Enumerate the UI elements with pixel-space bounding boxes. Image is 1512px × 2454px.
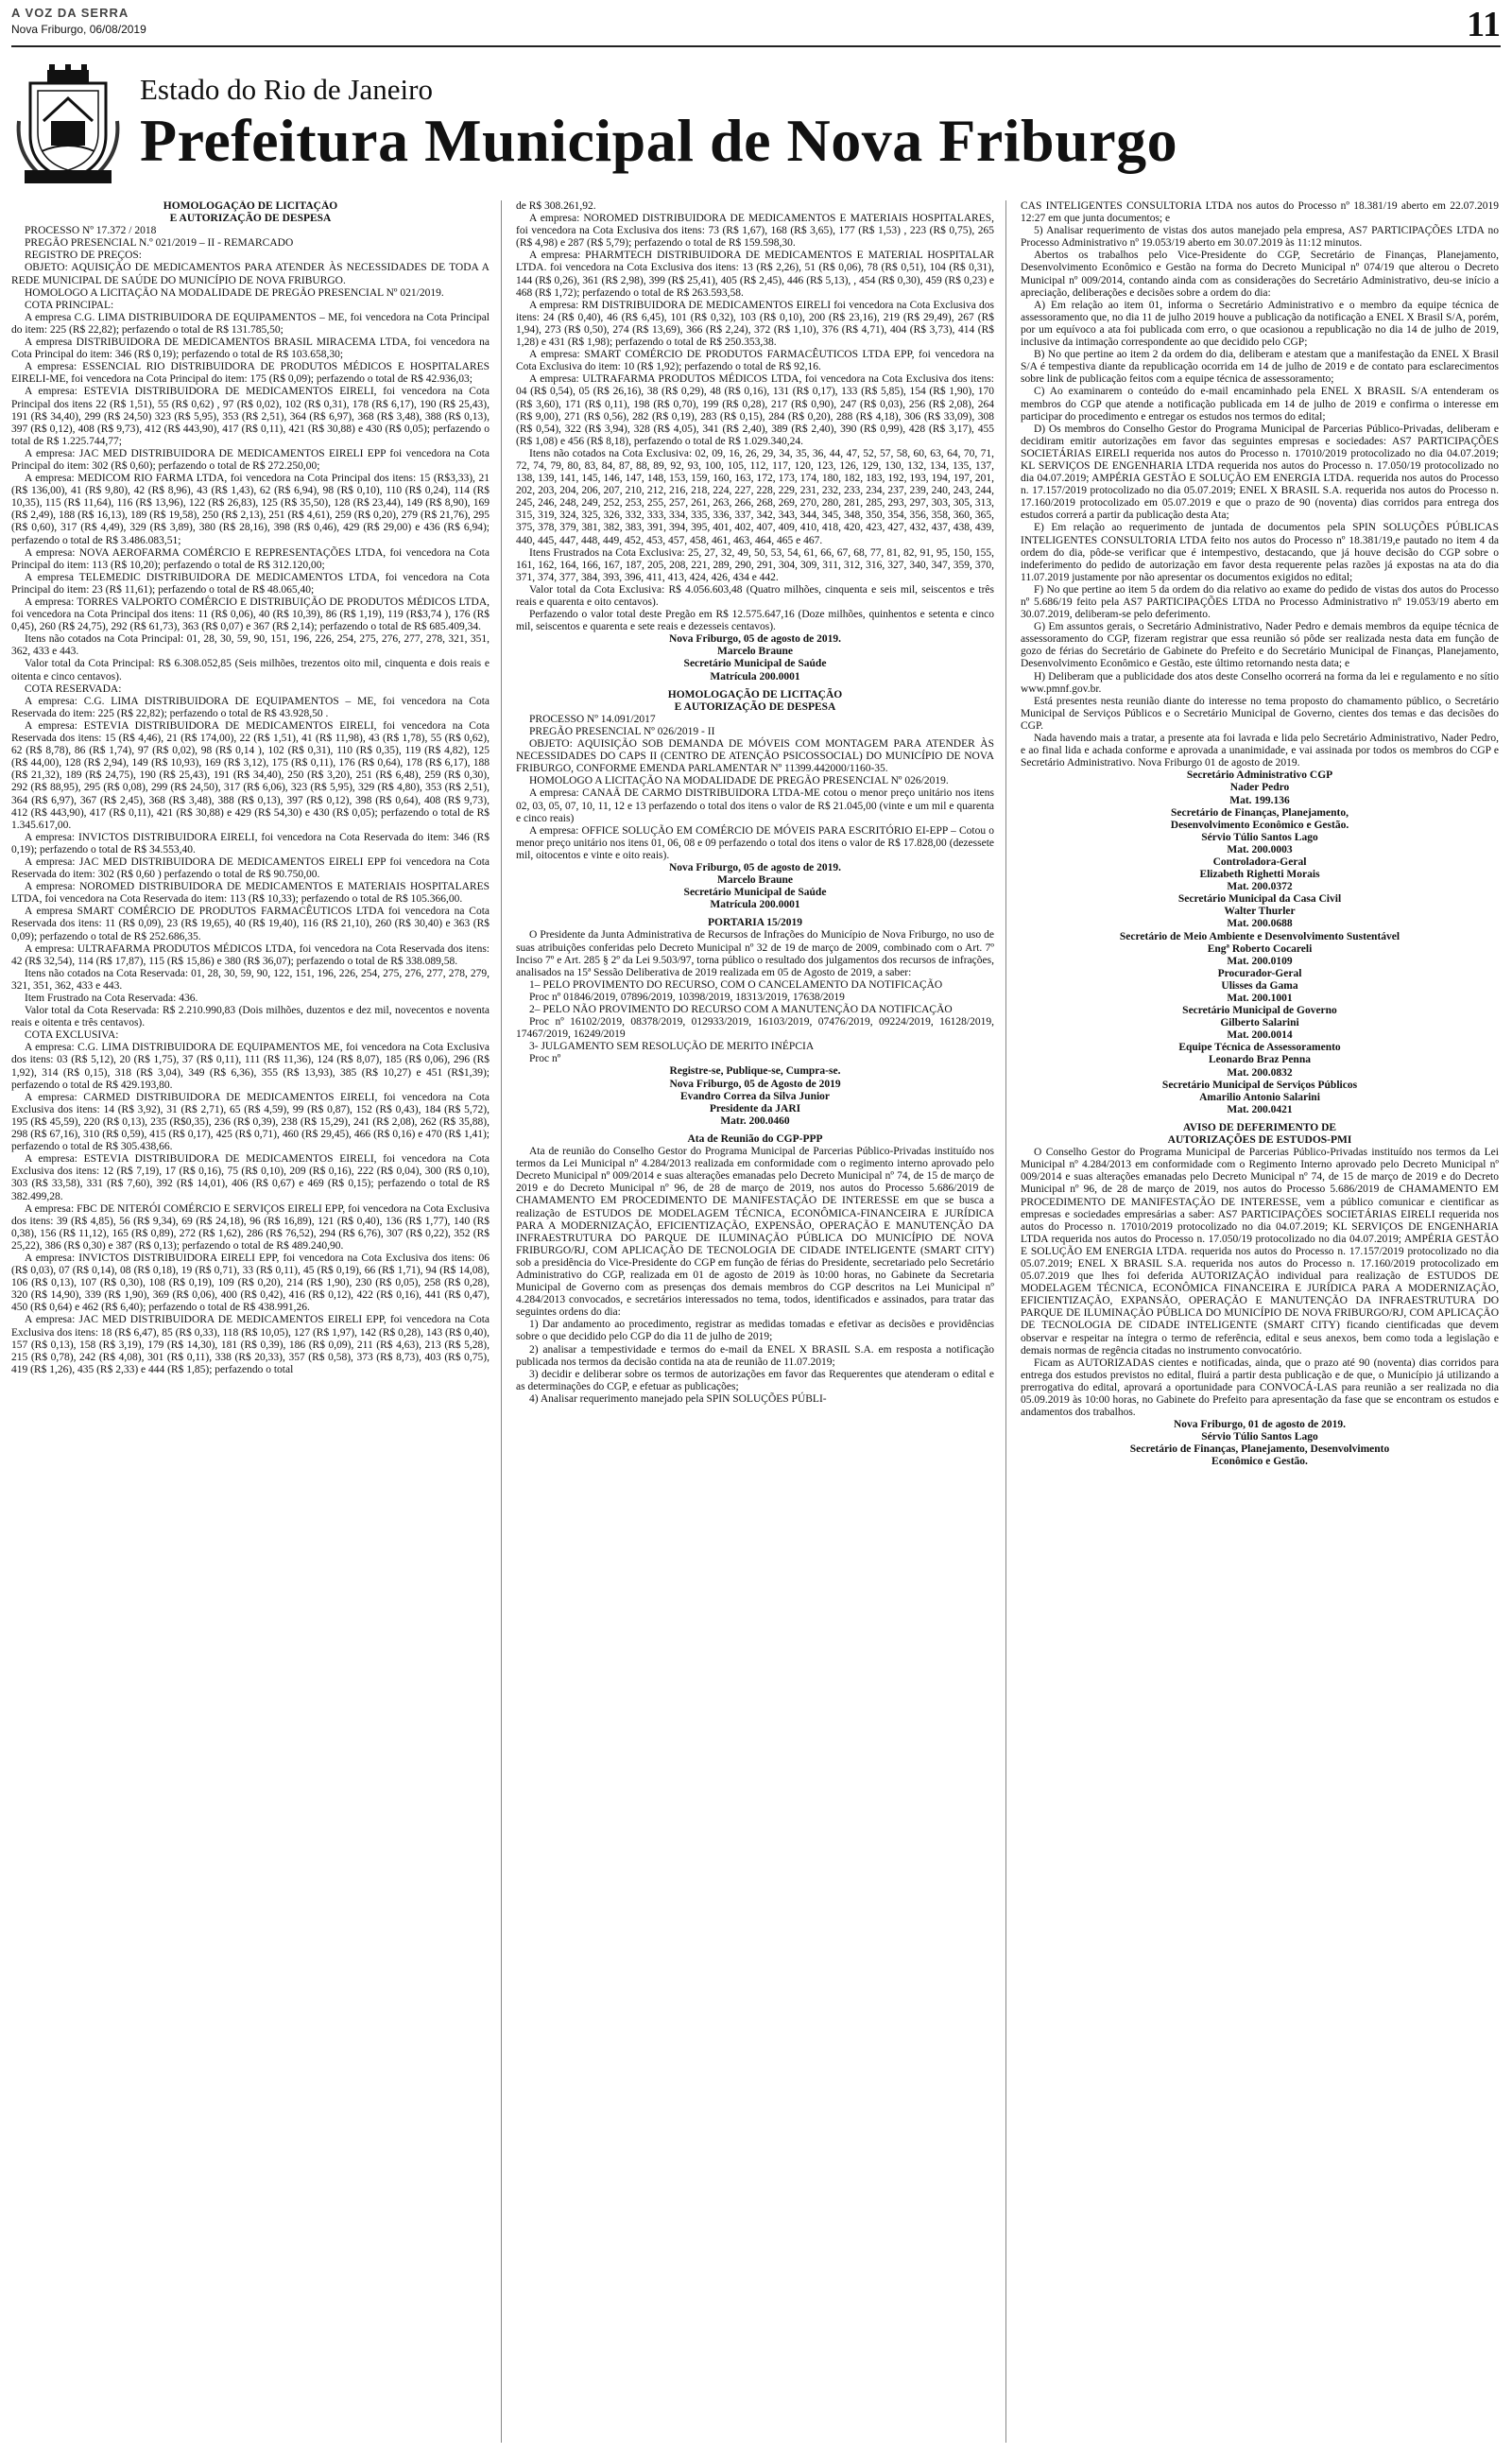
paragraph: PREGÃO PRESENCIAL Nº 026/2019 - II (529, 725, 715, 737)
paragraph: 2) analisar a tempestividade e termos do e-mail da ENEL X BRASIL S.A. em resposta a notificação publicada nos termos da decisão contida na ata de reunião de 11.07.2019; (516, 1343, 994, 1368)
prefecture-title: Prefeitura Municipal de Nova Friburgo (140, 107, 1178, 174)
paragraph: Abertos os trabalhos pelo Vice-Presidente do CGP, Secretário de Finanças, Planejamento, Desenvolvimento Econômico e Gestão na forma do Decreto Municipal nº 074/19 que alterou o Decreto Municipal nº 009/2014, contando ainda com as considerações do Secretário Administrativo, deu-se início a apreciação, deliberações e decisões sobre a ordem do dia: (1021, 250, 1499, 299)
paragraph: Itens não cotados na Cota Principal: 01, 28, 30, 59, 90, 151, 196, 226, 254, 275, 276, 277, 278, 321, 351, 362, 433 e 443. (11, 633, 490, 658)
signature-role: Presidente da JARI (709, 1102, 801, 1115)
column-1 (11, 200, 490, 2443)
edition-date: Nova Friburgo, 06/08/2019 (11, 23, 146, 36)
paragraph: A empresa: FBC DE NITERÓI COMÉRCIO E SERVIÇOS EIRELI EPP, foi vencedora na Cota Exclusiva dos itens: 39 (R$ 4,85), 56 (R$ 9,34), 69 (R$ 24,18), 96 (R$ 16,89), 121 (R$ 0,40), 136 (R$ 1,77), 140 (R$ 0,38), 156 (R$ 11,12), 165 (R$ 0,89), 272 (R$ 1,62), 286 (R$ 76,52), 294 (R$ 6,76), 307 (R$ 0,22), 352 (R$ 25,22), 386 (R$ 0,30) e 387 (R$ 0,13); perfazendo o total de R$ 489.240,90. (11, 1202, 490, 1252)
paragraph: A empresa: JAC MED DISTRIBUIDORA DE MEDICAMENTOS EIRELI EPP foi vencedora na Cota Reservada do item: 302 (R$ 0,60 ) perfazendo o total de R$ 90.750,00. (11, 855, 490, 881)
signature-name: Evandro Correa da Silva Junior (679, 1090, 831, 1102)
signature-line: Engª Roberto Cocareli (1207, 942, 1313, 955)
signature-line: Secretário de Finanças, Planejamento, (1171, 806, 1349, 819)
column-2 (516, 200, 994, 2443)
paragraph: 3- JULGAMENTO SEM RESOLUÇÃO DE MERITO INÉPCIA (529, 1041, 815, 1053)
page-number: 11 (1467, 5, 1501, 44)
signature-role: Secretário Municipal de Saúde (683, 887, 827, 899)
paragraph: O Conselho Gestor do Programa Municipal de Parcerias Público-Privadas instituído nos termos da Lei Municipal nº 4.284/2013 em conformidade com o Regimento Interno aprovado pelo Decreto Municipal nº 009/2014 e suas alterações emanadas pelo Decreto Municipal nº 74, de 15 de março de 2019 e do Decreto Municipal nº 96, de 28 de março de 2019, nos autos do Processo 5.686/2019 de CHAMAMENTO EM PROCEDIMENTO DE MANIFESTAÇÃO DE INTERESSE, vem a público comunicar e cientificar as empresas e sociedades empresárias a saber: AS7 PARTICIPAÇÕES SOCIETÁRIAS EIRELI requerida nos autos do Processo n. 17010/2019 protocolizado no dia 04.07.2019; KL SERVIÇOS DE ENGENHARIA LTDA requerida nos autos do Processo n. 17.050/19 protocolizado no dia 04.07.2019; AMPÉRIA GESTÃO E SOLUÇÃO EM ENERGIA LTDA. requerida nos autos do Processo n. 17.157/2019 protocolizado no dia 05.07.2019; ENEL X BRASIL S.A. requerida nos autos do Processo n. 17.160/2019 protocolizado em 05.07.2019 que lhes foi deferida AUTORIZAÇÃO individual para realização de ESTUDOS DE MODELAGEM TÉCNICA, ECONÔMICA FINANCEIRA E JURÍDICA PARA A MODERNIZAÇÃO, EFICIENTIZAÇÃO, EXPANSÃO, OPERAÇÃO E MANUTENÇÃO DA INFRAESTRUTURA DO PARQUE DE ILUMINAÇÃO PÚBLICA DO MUNICÍPIO DE NOVA FRIBURGO/RJ, COM APLICAÇÃO DE TECNOLOGIA DE CIDADE INTELIGENTE (SMART CITY) ficando cientificadas que devem observar e respeitar na íntegra o termo de referência, edital e seus anexos, bem como toda a legislação e demais normas de regência citadas no instrumento convocatório. (1021, 1147, 1499, 1357)
paragraph: Proc nº (529, 1053, 561, 1065)
signature-line: Sérvio Túlio Santos Lago (1201, 831, 1318, 843)
paragraph: A empresa: PHARMTECH DISTRIBUIDORA DE MEDICAMENTOS E MATERIAL HOSPITALAR LTDA. foi vencedora na Cota Exclusiva dos itens: 13 (R$ 2,26), 51 (R$ 0,06), 78 (R$ 0,51), 104 (R$ 0,31), 144 (R$ 0,26), 361 (R$ 2,98), 399 (R$ 25,41), 405 (R$ 2,45), 446 (R$ 5,13), , 454 (R$ 0,30), 459 (R$ 0,23) e 468 (R$ 1,72); perfazendo o total de R$ 263.593,58. (516, 250, 994, 299)
paragraph: CAS INTELIGENTES CONSULTORIA LTDA nos autos do Processo nº 18.381/19 aberto em 22.07.2019 12:27 em que junta documentos; e (1021, 200, 1499, 225)
signature-line: Mat. 200.0372 (1227, 881, 1293, 893)
signature-line: Elizabeth Righetti Morais (1199, 869, 1320, 881)
paragraph: OBJETO: AQUISIÇÃO DE MEDICAMENTOS PARA ATENDER ÀS NECESSIDADES DE TODA A REDE MUNICIPAL DE SAÚDE DO MUNICÍPIO DE NOVA FRIBURGO. (11, 262, 490, 286)
section-title: Ata de Reunião do CGP-PPP (687, 1132, 823, 1145)
paragraph: 2– PELO NÃO PROVIMENTO DO RECURSO COM A MANUTENÇÃO DA NOTIFICAÇÃO (529, 1004, 953, 1015)
paragraph: Proc nº 16102/2019, 08378/2019, 012933/2019, 16103/2019, 07476/2019, 09224/2019, 16128/2019, 17467/2019, 16249/2019 (516, 1016, 994, 1041)
section-title: E AUTORIZAÇÃO DE DESPESA (674, 700, 836, 713)
paragraph: C) Ao examinarem o conteúdo do e-mail encaminhado pela ENEL X BRASIL S/A entenderam os membros do CGP que atende a notificação publicada em 14 de julho de 2019 e confirma o interesse em participar do procedimento e entregar os estudos nos termos do edital; (1021, 386, 1499, 423)
section-title: AVISO DE DEFERIMENTO DE (1182, 1121, 1337, 1133)
signature-registration: Matr. 200.0460 (720, 1115, 790, 1127)
signature-date: Nova Friburgo, 05 de agosto de 2019. (668, 633, 842, 646)
paragraph: A empresa: ESTEVIA DISTRIBUIDORA DE MEDICAMENTOS EIRELI, foi vencedora na Cota Exclusiva dos itens: 12 (R$ 7,19), 17 (R$ 0,16), 75 (R$ 0,10), 209 (R$ 0,16), 222 (R$ 0,04), 300 (R$ 0,10), 303 (R$ 33,58), 331 (R$ 7,60), 392 (R$ 14,01), 406 (R$ 0,67) e 469 (R$ 0,15); perfazendo o total de R$ 382.499,28. (11, 1153, 490, 1202)
page-header (11, 6, 1501, 47)
section-title: E AUTORIZAÇÃO DE DESPESA (169, 213, 332, 225)
paragraph: Itens não cotados na Cota Reservada: 01, 28, 30, 59, 90, 122, 151, 196, 226, 254, 275, 276, 277, 278, 279, 321, 351, 362, 433 e 443. (11, 967, 490, 992)
signature-line: Mat. 200.0109 (1227, 955, 1293, 967)
signature-line: Mat. 200.0014 (1227, 1029, 1293, 1042)
paragraph: A empresa: ESTEVIA DISTRIBUIDORA DE MEDICAMENTOS EIRELI, foi vencedora na Cota Principal dos itens 22 (R$ 1,51), 55 (R$ 0,62) , 97 (R$ 0,02), 102 (R$ 0,31), 178 (R$ 6,17), 190 (R$ 25,43), 191 (R$ 34,40), 299 (R$ 24,50) 323 (R$ 5,95), 353 (R$ 2,51), 364 (R$ 6,97), 368 (R$ 3,48), 388 (R$ 0,13), 397 (R$ 0,12), 408 (R$ 9,73), 412 (R$ 443,90), 417 (R$ 0,11), 421 (R$ 30,88) e 430 (R$ 0,05); perfazendo o total de R$ 1.225.744,77; (11, 386, 490, 447)
paragraph: A empresa: NOVA AEROFARMA COMÉRCIO E REPRESENTAÇÕES LTDA, foi vencedora na Cota Principal do item: 113 (R$ 10,20); perfazendo o total de R$ 312.120,00; (11, 546, 490, 571)
signature-line: Equipe Técnica de Assessoramento (1178, 1042, 1341, 1054)
column-3 (1021, 200, 1499, 2443)
paragraph: Nada havendo mais a tratar, a presente ata foi lavrada e lida pelo Secretário Administrativo, Nader Pedro, e ao final lida e achada conforme e aprovada a unanimidade, e vai assinada por todos os membros do CGP e Secretário Administrativo. Nova Friburgo 01 de agosto de 2019. (1021, 733, 1499, 769)
paragraph: A empresa: NOROMED DISTRIBUIDORA DE MEDICAMENTOS E MATERIAIS HOSPITALARES, foi vencedora na Cota Exclusiva dos itens: 73 (R$ 1,67), 168 (R$ 3,65), 177 (R$ 1,53) , 223 (R$ 0,75), 265 (R$ 4,98) e 287 (R$ 5,79); perfazendo o total de R$ 159.598,30. (516, 213, 994, 250)
city-crest-icon (11, 64, 125, 187)
signature-line: Desenvolvimento Econômico e Gestão. (1170, 819, 1349, 831)
paragraph: A empresa SMART COMÉRCIO DE PRODUTOS FARMACÊUTICOS LTDA foi vencedora na Cota Reservada dos itens: 11 (R$ 0,09), 23 (R$ 19,65), 40 (R$ 19,40), 116 (R$ 21,10), 260 (R$ 30,40) e 363 (R$ 0,09); perfazendo o total de R$ 252.686,35. (11, 906, 490, 942)
column-divider (1005, 200, 1006, 2443)
paragraph: HOMOLOGO A LICITAÇÃO NA MODALIDADE DE PREGÃO PRESENCIAL Nº 026/2019. (529, 775, 949, 787)
paragraph: A empresa: MEDICOM RIO FARMA LTDA, foi vencedora na Cota Principal dos itens: 15 (R$3,33), 21 (R$ 136,00), 41 (R$ 9,80), 42 (R$ 8,96), 43 (R$ 1,43), 62 (R$ 6,94), 98 (R$ 0,10), 110 (R$ 0,24), 114 (R$ 10,35), 115 (R$ 11,64), 116 (R$ 13,96), 122 (R$ 26,83), 125 (R$ 35,50), 128 (R$ 23,44), 149 (R$ 8,90), 169 (R$ 2,49), 188 (R$ 16,13), 189 (R$ 19,58), 250 (R$ 2,13), 251 (R$ 4,61), 259 (R$ 0,20), 279 (R$ 21,76), 295 (R$ 0,60), 317 (R$ 4,49), 329 (R$ 3,89), 380 (R$ 28,16), 398 (R$ 0,46), 429 (R$ 29,00) e 436 (R$ 6,94); perfazendo o total de R$ 3.486.083,51; (11, 473, 490, 546)
paragraph: Valor total da Cota Principal: R$ 6.308.052,85 (Seis milhões, trezentos oito mil, cinquenta e dois reais e oitenta e cinco centavos). (11, 658, 490, 683)
paragraph: Itens Frustrados na Cota Exclusiva: 25, 27, 32, 49, 50, 53, 54, 61, 66, 67, 68, 77, 81, 82, 91, 95, 150, 155, 161, 162, 164, 166, 167, 187, 205, 208, 221, 289, 290, 291, 304, 309, 311, 312, 316, 327, 340, 347, 359, 370, 371, 374, 377, 384, 393, 396, 411, 413, 424, 426, 434 e 442. (516, 546, 994, 583)
paragraph: 4) Analisar requerimento manejado pela SPIN SOLUÇÕES PÚBLI- (529, 1392, 827, 1405)
paragraph: 5) Analisar requerimento de vistas dos autos manejado pela empresa, AS7 PARTICIPAÇÕES LTDA no Processo Administrativo nº 19.053/19 aberto em 30.07.2019 às 11:12 minutos. (1021, 225, 1499, 250)
signature-line: Secretário Municipal de Serviços Públicos (1161, 1079, 1358, 1091)
paragraph: 1) Dar andamento ao procedimento, registrar as medidas tomadas e efetivar as decisões e providências sobre o que decidido pelo CGP do dia 11 de julho de 2019; (516, 1319, 994, 1343)
paragraph: 1– PELO PROVIMENTO DO RECURSO, COM O CANCELAMENTO DA NOTIFICAÇÃO (529, 978, 943, 991)
paragraph: A empresa: RM DISTRIBUIDORA DE MEDICAMENTOS EIRELI foi vencedora na Cota Exclusiva dos itens: 24 (R$ 0,40), 46 (R$ 6,45), 101 (R$ 0,32), 103 (R$ 0,10), 200 (R$ 23,16), 219 (R$ 29,49), 267 (R$ 1,94), 273 (R$ 0,50), 274 (R$ 13,69), 366 (R$ 2,24), 372 (R$ 1,10), 376 (R$ 4,71), 404 (R$ 3,73), 414 (R$ 1,28) e 431 (R$ 1,98); perfazendo o total de R$ 250.353,38. (516, 299, 994, 349)
paragraph: Itens não cotados na Cota Exclusiva: 02, 09, 16, 26, 29, 34, 35, 36, 44, 47, 52, 57, 58, 60, 63, 64, 70, 71, 72, 74, 79, 80, 83, 84, 87, 88, 89, 92, 93, 100, 105, 112, 117, 120, 123, 126, 129, 130, 132, 134, 135, 137, 138, 139, 141, 145, 146, 147, 148, 153, 159, 160, 163, 172, 173, 174, 180, 182, 183, 192, 193, 194, 197, 201, 202, 203, 204, 206, 207, 210, 212, 216, 218, 224, 227, 228, 229, 231, 232, 233, 234, 237, 239, 240, 243, 244, 245, 246, 248, 249, 252, 253, 255, 257, 261, 263, 266, 268, 269, 270, 280, 281, 285, 293, 297, 303, 305, 313, 315, 319, 324, 325, 326, 332, 333, 334, 335, 336, 337, 342, 343, 344, 345, 348, 350, 354, 356, 358, 360, 365, 375, 378, 379, 381, 382, 383, 391, 394, 395, 401, 402, 407, 409, 410, 418, 420, 423, 427, 432, 437, 438, 439, 440, 445, 447, 448, 449, 452, 453, 457, 458, 461, 463, 464, 465 e 467. (516, 447, 994, 546)
section-title: AUTORIZAÇÕES DE ESTUDOS-PMI (1167, 1134, 1352, 1147)
paragraph: de R$ 308.261,92. (516, 200, 596, 212)
paragraph: A empresa TELEMEDIC DISTRIBUIDORA DE MEDICAMENTOS LTDA, foi vencedora na Cota Principal do item: 23 (R$ 11,61); perfazendo o total de R$ 48.065,40; (11, 571, 490, 596)
paragraph: A empresa: ESTEVIA DISTRIBUIDORA DE MEDICAMENTOS EIRELI, foi vencedora na Cota Reservada dos itens: 15 (R$ 4,46), 21 (R$ 174,00), 22 (R$ 1,51), 41 (R$ 11,98), 43 (R$ 1,78), 55 (R$ 0,62), 62 (R$ 8,78), 86 (R$ 1,74), 97 (R$ 0,02), 98 (R$ 0,14 ), 102 (R$ 0,31), 110 (R$ 0,35), 119 (R$ 4,82), 125 (R$ 44,00), 128 (R$ 2,94), 149 (R$ 10,93), 169 (R$ 3,12), 175 (R$ 0,11), 176 (R$ 0,64), 178 (R$ 6,17), 188 (R$ 21,32), 189 (R$ 24,75), 190 (R$ 25,43), 191 (R$ 34,40), 250 (R$ 3,20), 251 (R$ 6,48), 259 (R$ 0,30), 292 (R$ 88,95), 295 (R$ 0,08), 299 (R$ 24,50), 317 (R$ 6,06), 323 (R$ 5,95), 329 (R$ 4,80), 353 (R$ 2,51), 364 (R$ 6,97), 367 (R$ 2,45), 368 (R$ 3,48), 388 (R$ 0,13), 397 (R$ 0,12), 398 (R$ 0,64), 408 (R$ 9,73), 412 (R$ 443,90), 417 (R$ 0,11), 421 (R$ 30,88) e 429 (R$ 54,30) e 430 (R$ 0,05); perfazendo o total de R$ 1.345.617,00. (11, 719, 490, 831)
paragraph: F) No que pertine ao item 5 da ordem do dia relativo ao exame do pedido de vistas dos autos do Processo nº 5.686/19 feito pela AS7 PARTICIPAÇÕES LTDA no Processo Administrativo nº 19.053/19 aberto em 30.07.2019, deliberam-se pelo deferimento. (1021, 583, 1499, 621)
signature-name: Sérvio Túlio Santos Lago (1201, 1431, 1318, 1443)
paragraph: Ficam as AUTORIZADAS cientes e notificadas, ainda, que o prazo até 90 (noventa) dias corridos para entrega dos estudos previstos no edital, fluirá a partir desta publicação e de que, o Município já utilizando a prerrogativa do edital, aprovará a oportunidade para CONVOCÁ-LAS para reunião a ser realizada no dia 05.09.2019 às 10:00 horas, no Gabinete do Prefeito para apresentação da fase que se encontram os estudos e andamentos dos trabalhos. (1021, 1357, 1499, 1419)
paragraph: PREGÃO PRESENCIAL N.º 021/2019 – II - REMARCADO (25, 237, 294, 250)
paragraph: D) Os membros do Conselho Gestor do Programa Municipal de Parcerias Público-Privadas, deliberam e decidiram emitir autorizações em favor das seguintes empresas e sociedades: AS7 PARTICIPAÇÕES SOCIETÁRIAS EIRELI requerida nos autos do Processo n. 17010/2019 protocolizado no dia 04.07.2019; KL SERVIÇOS DE ENGENHARIA LTDA requerida nos autos do Processo n. 17.050/19 protocolizado no dia 04.07.2019; AMPÉRIA GESTÃO E SOLUÇÃO EM ENERGIA LTDA. requerida nos autos do Processo n. 17.157/2019 protocolizado no dia 05.07.2019; ENEL X BRASIL S.A. requerida nos autos do Processo n. 17.160/2019 protocolizado em 05.07.2019 e que o prazo de 90 (noventa) dias corridos para entrega dos estudos correrá a partir da publicação desta Ata; (1021, 423, 1499, 522)
signature-line: Secretário Municipal da Casa Civil (1177, 893, 1342, 906)
signature-line: Mat. 200.0688 (1227, 918, 1293, 930)
paragraph: Perfazendo o valor total deste Pregão em R$ 12.575.647,16 (Doze milhões, quinhentos e setenta e cinco mil, seiscentos e quarenta e sete reais e dezesseis centavos). (516, 609, 994, 633)
paragraph: Está presentes nesta reunião diante do interesse no tema proposto do chamamento público, o Secretário Municipal de Serviços Públicos e o Secretário Municipal de Governo, cientes dos temas e das decisões do CGP. (1021, 695, 1499, 732)
paragraph: A empresa: INVICTOS DISTRIBUIDORA EIRELI, foi vencedora na Cota Reservada do item: 346 (R$ 0,19); perfazendo o total de R$ 34.553,40. (11, 831, 490, 855)
masthead (140, 74, 1177, 172)
paragraph: PROCESSO Nº 17.372 / 2018 (25, 225, 157, 237)
paragraph: HOMOLOGO A LICITAÇÃO NA MODALIDADE DE PREGÃO PRESENCIAL Nº 021/2019. (25, 286, 444, 299)
column-divider (501, 200, 502, 2443)
paragraph: A empresa: JAC MED DISTRIBUIDORA DE MEDICAMENTOS EIRELI EPP, foi vencedora na Cota Exclusiva dos itens: 18 (R$ 6,47), 85 (R$ 0,33), 118 (R$ 10,05), 127 (R$ 1,97), 142 (R$ 0,28), 143 (R$ 0,40), 157 (R$ 0,13), 158 (R$ 3,19), 179 (R$ 14,30), 181 (R$ 0,39), 186 (R$ 0,09), 211 (R$ 4,63), 213 (R$ 5,28), 215 (R$ 0,78), 242 (R$ 4,08), 301 (R$ 0,11), 338 (R$ 20,33), 357 (R$ 0,58), 373 (R$ 8,73), 403 (R$ 0,75), 419 (R$ 1,26), 435 (R$ 2,33) e 444 (R$ 1,85); perfazendo o total (11, 1314, 490, 1375)
signature-line: Gilberto Salarini (1220, 1017, 1299, 1029)
paragraph: COTA PRINCIPAL: (25, 299, 114, 311)
paragraph: A empresa: C.G. LIMA DISTRIBUIDORA DE EQUIPAMENTOS ME, foi vencedora na Cota Exclusiva dos itens: 03 (R$ 5,12), 20 (R$ 1,75), 37 (R$ 0,11), 111 (R$ 11,36), 124 (R$ 8,07), 185 (R$ 0,06), 296 (R$ 1,92), 314 (R$ 0,15), 318 (R$ 3,04), 349 (R$ 6,36), 355 (R$ 13,93), 385 (R$ 10,27) e 451 (R$1,39); perfazendo o total de R$ 429.193,80. (11, 1042, 490, 1091)
paragraph: A empresa: C.G. LIMA DISTRIBUIDORA DE EQUIPAMENTOS – ME, foi vencedora na Cota Reservada do item: 225 (R$ 22,82); perfazendo o total de R$ 43.928,50 . (11, 695, 490, 719)
paragraph: A empresa DISTRIBUIDORA DE MEDICAMENTOS BRASIL MIRACEMA LTDA, foi vencedora na Cota Principal do item: 346 (R$ 0,19); perfazendo o total de R$ 103.658,30; (11, 337, 490, 361)
signature-line: Walter Thurler (1224, 906, 1296, 918)
signature-name: Marcelo Braune (717, 646, 793, 658)
signature-date: Nova Friburgo, 05 de agosto de 2019. (668, 861, 842, 873)
signature-role: Secretário Municipal de Saúde (683, 658, 827, 670)
signature-line: Mat. 200.0003 (1227, 843, 1293, 855)
signature-date: Nova Friburgo, 05 de Agosto de 2019 (669, 1078, 841, 1090)
state-name: Estado do Rio de Janeiro (140, 73, 433, 106)
signature-line: Controladora-Geral (1212, 855, 1307, 868)
paragraph: E) Em relação ao requerimento de juntada de documentos pela SPIN SOLUÇÕES PÚBLICAS INTELIGENTES CONSULTORIA LTDA feito nos autos do Processo nº 18.381/19,e pautado no item 4 da ordem do dia, pôde-se verificar que é intempestivo, destacando, que já houve decisão do CGP sobre o indeferimento do pedido de autorização em favor desta requerente pelas razões já expostas na ata do dia 11.07.2019 justamente por não apresentar os documentos exigidos no edital; (1021, 522, 1499, 583)
signature-line: Amarilio Antonio Salarini (1199, 1091, 1320, 1103)
paragraph: REGISTRO DE PREÇOS: (25, 250, 142, 262)
paragraph: O Presidente da Junta Administrativa de Recursos de Infrações do Município de Nova Friburgo, no uso de suas atribuições conferidas pelo Decreto Municipal nº 32 de 19 de março de 2009, combinado com o Art. 7º Inciso 7º e Art. 285 § 2º da Lei 9.503/97, torna público o resultado dos julgamentos dos recursos de infrações, analisados na 15ª Sessão Deliberativa de 2019 realizada em 05 de Agosto de 2019, a saber: (516, 929, 994, 978)
paragraph: COTA EXCLUSIVA: (25, 1029, 119, 1042)
paragraph: A empresa C.G. LIMA DISTRIBUIDORA DE EQUIPAMENTOS – ME, foi vencedora na Cota Principal do item: 225 (R$ 22,82); perfazendo o total de R$ 131.785,50; (11, 311, 490, 336)
paragraph: A empresa: ULTRAFARMA PRODUTOS MÉDICOS LTDA, foi vencedora na Cota Reservada dos itens: 42 (R$ 32,54), 114 (R$ 17,87), 115 (R$ 15,86) e 380 (R$ 36,07); perfazendo o total de R$ 338.089,58. (11, 942, 490, 967)
paragraph: A empresa: JAC MED DISTRIBUIDORA DE MEDICAMENTOS EIRELI EPP foi vencedora na Cota Principal do item: 302 (R$ 0,60); perfazendo o total de R$ 272.250,00; (11, 447, 490, 472)
signature-line: Ulisses da Gama (1221, 979, 1298, 992)
paragraph: A empresa: SMART COMÉRCIO DE PRODUTOS FARMACÊUTICOS LTDA EPP, foi vencedora na Cota Exclusiva do item: 10 (R$ 1,92); perfazendo o total de R$ 92,16. (516, 349, 994, 373)
signature-line: Mat. 200.0832 (1227, 1066, 1293, 1079)
signature-role: Econômico e Gestão. (1211, 1456, 1308, 1468)
paragraph: B) No que pertine ao item 2 da ordem do dia, deliberam e atestam que a manifestação da ENEL X Brasil S/A é tempestiva diante da republicação ocorrida em 14 de julho de 2019 e de contato para esclarecimentos sobre link de publicação feitos com a equipe técnica de assessoramento; (1021, 349, 1499, 386)
signature-name: Marcelo Braune (717, 874, 793, 887)
signature-line: Secretário Municipal de Governo (1182, 1005, 1337, 1017)
paragraph: A) Em relação ao item 01, informa o Secretário Administrativo e o membro da equipe técnica de assessoramento que, no dia 11 de julho 2019 houve a publicação da notificação a ENEL X Brasil S/A, porém, por um equívoco a ata foi publicada com erro, o que ocasionou a republicação no dia 14 de julho de 2019, inclusive da intimação correspondente ao que decidido pelo CGP; (1021, 299, 1499, 349)
paragraph: A empresa: ESSENCIAL RIO DISTRIBUIDORA DE PRODUTOS MÉDICOS E HOSPITALARES EIRELI-ME, foi vencedora na Cota Principal do item: 175 (R$ 0,09); perfazendo o total de R$ 42.936,03; (11, 361, 490, 386)
signature-line: Mat. 200.1001 (1227, 993, 1293, 1004)
signature-registration: Matrícula 200.0001 (710, 670, 800, 683)
section-title: HOMOLOGAÇÃO DE LICITAÇÃO (163, 200, 338, 212)
signature-line: Secretário Administrativo CGP (1186, 769, 1333, 782)
signature-line: Leonardo Braz Penna (1209, 1054, 1311, 1066)
paragraph: Valor total da Cota Exclusiva: R$ 4.056.603,48 (Quatro milhões, cinquenta e seis mil, seiscentos e três reais e quarenta e oito centavos). (516, 583, 994, 608)
paragraph: A empresa: TORRES VALPORTO COMÉRCIO E DISTRIBUIÇÃO DE PRODUTOS MÉDICOS LTDA, foi vencedora na Cota Principal dos itens: 11 (R$ 0,06), 40 (R$ 10,39), 86 (R$ 1,19), 119 (R$3,74 ), 176 (R$ 0,45), 260 (R$ 24,75), 292 (R$ 61,73), 363 (R$ 0,07) e 367 (R$ 2,14); perfazendo o total de R$ 685.409,34. (11, 596, 490, 633)
signature-line: Nader Pedro (1229, 782, 1290, 794)
paragraph: Valor total da Cota Reservada: R$ 2.210.990,83 (Dois milhões, duzentos e dez mil, novecentos e noventa reais e oitenta e três centavos). (11, 1005, 490, 1029)
paragraph: PROCESSO Nº 14.091/2017 (529, 713, 656, 725)
section-title: HOMOLOGAÇÃO DE LICITAÇÃO (667, 688, 843, 700)
paragraph: G) Em assuntos gerais, o Secretário Administrativo, Nader Pedro e demais membros da equipe técnica de assessoramento do CGP, fizeram registrar que essa reunião só pôde ser realizada nesta data em função de gozo de férias do Secretário de Gabinete do Prefeito e do Secretário Municipal de Finanças, Planejamento, Desenvolvimento Econômico e Gestão, este último retornando nesta data; e (1021, 621, 1499, 670)
paragraph: A empresa: NOROMED DISTRIBUIDORA DE MEDICAMENTOS E MATERIAIS HOSPITALARES LTDA, foi vencedora na Cota Reservada do item: 113 (R$ 10,33); perfazendo o total de R$ 105.366,00. (11, 881, 490, 906)
paragraph: A empresa: CARMED DISTRIBUIDORA DE MEDICAMENTOS EIRELI, foi vencedora na Cota Exclusiva dos itens: 14 (R$ 3,92), 31 (R$ 2,71), 65 (R$ 4,59), 99 (R$ 0,87), 152 (R$ 0,43), 184 (R$ 5,72), 195 (R$ 45,59), 220 (R$ 0,13), 235 (R$0,35), 236 (R$ 0,39), 238 (R$ 15,29), 241 (R$ 2,08), 262 (R$ 35,88), 298 (R$ 67,16), 310 (R$ 0,59), 415 (R$ 0,17), 425 (R$ 0,71), 460 (R$ 29,45), 466 (R$ 0,16) e 470 (R$ 1,41); perfazendo o total de R$ 305.438,66. (11, 1091, 490, 1153)
paragraph: OBJETO: AQUISIÇÃO SOB DEMANDA DE MÓVEIS COM MONTAGEM PARA ATENDER ÀS NECESSIDADES DO CAPS II (CENTRO DE ATENÇÃO PSICOSSOCIAL) DO MUNICÍPIO DE NOVA FRIBURGO, CONFORME EMENDA PARLAMENTAR Nº 11399.442000/1160-35. (516, 738, 994, 775)
signature-registration: Matrícula 200.0001 (710, 899, 800, 911)
signature-role: Secretário de Finanças, Planejamento, Desenvolvimento (1129, 1443, 1390, 1456)
signature-line: Mat. 200.0421 (1227, 1103, 1293, 1115)
paragraph: A empresa: CANAÃ DE CARMO DISTRIBUIDORA LTDA-ME cotou o menor preço unitário nos itens 02, 03, 05, 07, 10, 11, 12 e 13 perfazendo o total dos itens o valor de R$ 21.045,00 (vinte e um mil e quarenta e cinco reais) (516, 787, 994, 824)
paragraph: A empresa: OFFICE SOLUÇÃO EM COMÉRCIO DE MÓVEIS PARA ESCRITÓRIO EI-EPP – Cotou o menor preço unitário nos itens 01, 06, 08 e 09 perfazendo o total dos itens o valor de R$ 17.828,00 (dezessete mil, oitocentos e vinte e oito reais). (516, 824, 994, 861)
signature-line: Mat. 199.136 (1229, 794, 1290, 806)
paragraph: H) Deliberam que a publicidade dos atos deste Conselho ocorrerá na forma da lei e regulamento e no sítio www.pmnf.gov.br. (1021, 670, 1499, 695)
paragraph: Proc nº 01846/2019, 07896/2019, 10398/2019, 18313/2019, 17638/2019 (529, 991, 845, 1003)
publication-name: A VOZ DA SERRA (11, 6, 129, 20)
paragraph: A empresa: INVICTOS DISTRIBUIDORA EIRELI EPP, foi vencedora na Cota Exclusiva dos itens: 06 (R$ 0,03), 07 (R$ 0,14), 08 (R$ 0,18), 19 (R$ 0,71), 33 (R$ 0,11), 45 (R$ 0,19), 66 (R$ 1,71), 94 (R$ 14,08), 106 (R$ 0,13), 107 (R$ 0,30), 108 (R$ 0,19), 109 (R$ 0,20), 214 (R$ 1,90), 230 (R$ 0,05), 258 (R$ 0,28), 320 (R$ 14,90), 339 (R$ 1,90), 369 (R$ 0,06), 400 (R$ 0,42), 416 (R$ 0,12), 422 (R$ 0,16), 441 (R$ 0,47), 450 (R$ 0,64) e 462 (R$ 6,40); perfazendo o total de R$ 438.991,26. (11, 1252, 490, 1314)
signature-date: Nova Friburgo, 01 de agosto de 2019. (1173, 1419, 1347, 1431)
paragraph: Item Frustrado na Cota Reservada: 436. (25, 993, 198, 1004)
signature-line: Registre-se, Publique-se, Cumpra-se. (669, 1065, 841, 1078)
paragraph: COTA RESERVADA: (25, 683, 122, 695)
paragraph: A empresa: ULTRAFARMA PRODUTOS MÉDICOS LTDA, foi vencedora na Cota Exclusiva dos itens: 04 (R$ 0,54), 05 (R$ 26,16), 38 (R$ 0,29), 48 (R$ 0,16), 131 (R$ 0,17), 133 (R$ 5,85), 154 (R$ 1,90), 170 (R$ 3,60), 171 (R$ 0,11), 198 (R$ 0,70), 199 (R$ 0,28), 217 (R$ 0,90), 247 (R$ 0,03), 256 (R$ 2,08), 264 (R$ 9,00), 271 (R$ 0,56), 282 (R$ 0,19), 283 (R$ 0,15), 284 (R$ 0,20), 288 (R$ 4,18), 306 (R$ 33,09), 308 (R$ 0,54), 322 (R$ 3,94), 328 (R$ 4,05), 341 (R$ 2,40), 389 (R$ 2,40), 390 (R$ 0,99), 428 (R$ 3,17), 455 (R$ 1,08) e 456 (R$ 8,18), perfazendo o total de R$ 1.029.340,24. (516, 373, 994, 447)
section-title: PORTARIA 15/2019 (707, 917, 802, 929)
signature-line: Secretário de Meio Ambiente e Desenvolvimento Sustentável (1119, 930, 1400, 942)
paragraph: 3) decidir e deliberar sobre os termos de autorizações em favor das Requerentes que atenderam o edital e as determinações do CGP, e efetuar as publicações; (516, 1368, 994, 1392)
paragraph: Ata de reunião do Conselho Gestor do Programa Municipal de Parcerias Público-Privadas instituído nos termos da Lei Municipal nº 4.284/2013 realizada em conformidade com o regimento interno aprovado pelo Decreto Municipal nº 009/2014 e suas alterações emanadas pelo Decreto Municipal nº 74, de 15 de março de 2019 e do Decreto Municipal nº 96, de 28 de março de 2019, nos autos do Processo 5.686/2019 de CHAMAMENTO EM PROCEDIMENTO DE MANIFESTAÇÃO DE INTERESSE em que se busca a realização de ESTUDOS DE MODELAGEM TÉCNICA, ECONÔMICA-FINANCEIRA E JURÍDICA PARA A MODERNIZAÇÃO, EFICIENTIZAÇÃO, EXPENSÃO, OPERAÇÃO E MANUTENÇÃO DA INFRAESTRUTURA DO PARQUE DE ILUMINAÇÃO PÚBLICA DO MUNICÍPIO DE NOVA FRIBURGO/RJ, COM APLICAÇÃO DE TECNOLOGIA DE CIDADE INTELIGENTE (SMART CITY) sob a presidência do Vice-Presidente do CGP em função de férias do Presidente, secretariado pelo Secretário Administrativo do CGP, realizada em 01 de agosto de 2019 às 10:00 horas, no Gabinete da Secretaria Municipal de Governo com as presenças dos demais membros do CGP descritos na Lei Municipal nº 4.284/2013 convocados, e secretários interessados no tema, todos, identificados e assinados, para tratar das seguintes ordens do dia: (516, 1146, 994, 1319)
signature-line: Procurador-Geral (1217, 967, 1302, 979)
